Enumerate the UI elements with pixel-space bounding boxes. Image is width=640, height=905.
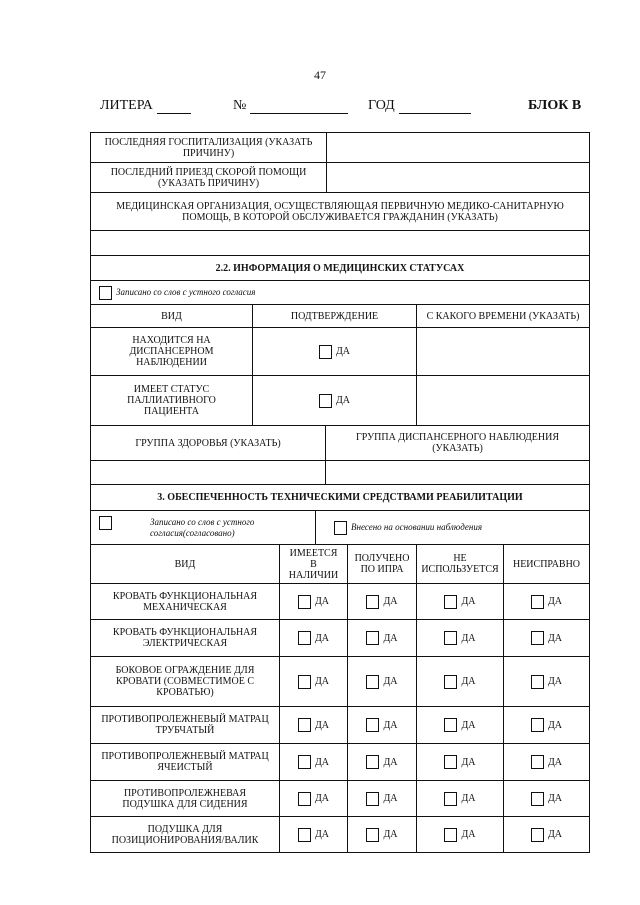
rehab-cell-broken — [504, 657, 589, 706]
yes-label: ДА — [383, 676, 398, 687]
rehab-cell-available — [280, 781, 348, 816]
rehab-cell-available — [280, 584, 348, 619]
rehab-col-unused: НЕ ИСПОЛЬЗУЕТСЯ — [417, 545, 504, 583]
consent-checkbox[interactable] — [99, 286, 112, 300]
rehab-cell-unused — [417, 584, 504, 619]
dispensary-group-label: ГРУППА ДИСПАНСЕРНОГО НАБЛЮДЕНИЯ (УКАЗАТЬ) — [355, 432, 560, 454]
yes-label: ДА — [547, 719, 563, 731]
yes-label: ДА — [461, 632, 476, 644]
rehab-available-checkbox[interactable] — [298, 755, 311, 769]
medical-org-label: МЕДИЦИНСКАЯ ОРГАНИЗАЦИЯ, ОСУЩЕСТВЛЯЮЩАЯ ПЕРВИЧНУЮ МЕДИКО-САНИТАРНУЮ ПОМОЩЬ, В КОТОРОЙ ОБСЛУЖИВАЕТСЯ ГРАЖДАНИН (УКАЗАТЬ) — [116, 200, 564, 223]
rehab-col-available: ИМЕЕТСЯ В НАЛИЧИИ — [280, 545, 348, 583]
palliative-since-input[interactable] — [417, 376, 589, 425]
last-hospitalization-input[interactable] — [327, 133, 589, 162]
yes-label: ДА — [461, 793, 476, 804]
rehab-broken-checkbox[interactable] — [531, 755, 544, 769]
yes-label: ДА — [383, 756, 398, 768]
rehab-received-checkbox[interactable] — [366, 595, 379, 609]
rehab-item-label: КРОВАТЬ ФУНКЦИОНАЛЬНАЯ ЭЛЕКТРИЧЕСКАЯ — [91, 620, 280, 656]
last-ambulance-input[interactable] — [327, 163, 589, 192]
rehab-consent — [91, 511, 316, 544]
dispensary-group-input[interactable] — [326, 461, 589, 484]
rehab-row — [91, 781, 589, 817]
rehab-cell-unused — [417, 657, 504, 706]
yes-label: ДА — [314, 829, 330, 840]
rehab-unused-checkbox[interactable] — [444, 675, 457, 689]
rehab-cell-received — [348, 707, 417, 743]
rehab-cell-available — [280, 817, 348, 852]
med-status-consent — [91, 281, 589, 304]
palliative-checkbox[interactable] — [319, 394, 332, 408]
rehab-row — [91, 584, 589, 620]
med-col-since: С КАКОГО ВРЕМЕНИ (УКАЗАТЬ) — [426, 310, 580, 322]
med-row — [91, 328, 589, 376]
rehab-broken-checkbox[interactable] — [531, 718, 544, 732]
rehab-cell-available — [280, 707, 348, 743]
rehab-unused-checkbox[interactable] — [444, 792, 457, 806]
block-label: БЛОК В — [528, 98, 582, 113]
yes-label: ДА — [314, 756, 330, 768]
rehab-cell-available — [280, 657, 348, 706]
form-table — [90, 132, 590, 853]
med-col-type: ВИД — [91, 305, 253, 327]
yes-label: ДА — [383, 793, 398, 804]
number-label: № — [233, 98, 247, 113]
rehab-cell-received — [348, 817, 417, 852]
litera-label: ЛИТЕРА — [100, 98, 153, 113]
rehab-cell-unused — [417, 744, 504, 780]
rehab-row — [91, 620, 589, 657]
yes-label: ДА — [461, 756, 476, 768]
yes-label: ДА — [383, 829, 398, 840]
rehab-cell-broken — [504, 707, 589, 743]
litera-input[interactable] — [157, 99, 191, 114]
rehab-item-label: ПРОТИВОПРОЛЕЖНЕВАЯ ПОДУШКА ДЛЯ СИДЕНИЯ — [91, 781, 280, 816]
rehab-cell-broken — [504, 817, 589, 852]
rehab-unused-checkbox[interactable] — [444, 631, 457, 645]
rehab-received-checkbox[interactable] — [366, 792, 379, 806]
rehab-title: 3. ОБЕСПЕЧЕННОСТЬ ТЕХНИЧЕСКИМИ СРЕДСТВАМИ РЕАБИЛИТАЦИИ — [157, 492, 523, 503]
rehab-cell-broken — [504, 781, 589, 816]
rehab-broken-checkbox[interactable] — [531, 828, 544, 842]
health-group-label: ГРУППА ЗДОРОВЬЯ (УКАЗАТЬ) — [91, 426, 326, 460]
rehab-cell-broken — [504, 584, 589, 619]
year-field — [368, 98, 471, 114]
rehab-received-checkbox[interactable] — [366, 828, 379, 842]
rehab-col-received: ПОЛУЧЕНО ПО ИПРА — [348, 545, 417, 583]
rehab-cell-unused — [417, 707, 504, 743]
rehab-broken-checkbox[interactable] — [531, 631, 544, 645]
year-label: ГОД — [368, 98, 395, 113]
med-row-confirm — [253, 328, 417, 375]
yes-label: ДА — [335, 346, 351, 357]
rehab-consent-checkbox[interactable] — [99, 516, 112, 530]
yes-label: ДА — [314, 676, 330, 687]
rehab-cell-received — [348, 781, 417, 816]
litera-field — [100, 98, 191, 114]
rehab-cell-unused — [417, 817, 504, 852]
med-row-label: НАХОДИТСЯ НА ДИСПАНСЕРНОМ НАБЛЮДЕНИИ — [91, 328, 253, 375]
rehab-item-label: ПРОТИВОПРОЛЕЖНЕВЫЙ МАТРАЦ ТРУБЧАТЫЙ — [91, 707, 280, 743]
number-input[interactable] — [250, 99, 348, 114]
rehab-received-checkbox[interactable] — [366, 755, 379, 769]
rehab-unused-checkbox[interactable] — [444, 755, 457, 769]
rehab-broken-checkbox[interactable] — [531, 792, 544, 806]
yes-label: ДА — [461, 829, 476, 840]
page-number: 47 — [314, 68, 326, 82]
rehab-observation — [316, 511, 589, 544]
med-row-label: ИМЕЕТ СТАТУС ПАЛЛИАТИВНОГО ПАЦИЕНТА — [91, 376, 253, 425]
rehab-row — [91, 817, 589, 853]
rehab-available-checkbox[interactable] — [298, 675, 311, 689]
med-col-confirm: ПОДТВЕРЖДЕНИЕ — [253, 305, 417, 327]
rehab-col-broken: НЕИСПРАВНО — [512, 558, 581, 570]
yes-label: ДА — [314, 632, 330, 644]
rehab-available-checkbox[interactable] — [298, 792, 311, 806]
rehab-available-checkbox[interactable] — [298, 595, 311, 609]
yes-label: ДА — [314, 719, 330, 731]
rehab-received-checkbox[interactable] — [366, 675, 379, 689]
rehab-unused-checkbox[interactable] — [444, 718, 457, 732]
rehab-item-label: ПОДУШКА ДЛЯ ПОЗИЦИОНИРОВАНИЯ/ВАЛИК — [91, 817, 280, 852]
yes-label: ДА — [383, 596, 398, 607]
number-field — [233, 98, 348, 114]
yes-label: ДА — [461, 719, 476, 731]
medical-org-input[interactable] — [91, 231, 589, 255]
rehab-received-checkbox[interactable] — [366, 631, 379, 645]
rehab-available-checkbox[interactable] — [298, 828, 311, 842]
rehab-consent-note: Записано со слов с устного согласия(согласовано) — [150, 516, 255, 538]
rehab-received-checkbox[interactable] — [366, 718, 379, 732]
yes-label: ДА — [547, 829, 563, 840]
rehab-row — [91, 744, 589, 781]
rehab-row — [91, 707, 589, 744]
yes-label: ДА — [547, 632, 563, 644]
rehab-cell-received — [348, 657, 417, 706]
med-row-confirm — [253, 376, 417, 425]
yes-label: ДА — [461, 596, 476, 607]
rehab-broken-checkbox[interactable] — [531, 675, 544, 689]
rehab-broken-checkbox[interactable] — [531, 595, 544, 609]
med-status-title: 2.2. ИНФОРМАЦИЯ О МЕДИЦИНСКИХ СТАТУСАХ — [215, 262, 465, 274]
yes-label: ДА — [547, 756, 563, 768]
rehab-cell-broken — [504, 620, 589, 656]
rehab-cell-unused — [417, 620, 504, 656]
rehab-cell-received — [348, 584, 417, 619]
yes-label: ДА — [314, 793, 330, 804]
last-ambulance-label: ПОСЛЕДНИЙ ПРИЕЗД СКОРОЙ ПОМОЩИ (УКАЗАТЬ ПРИЧИНУ) — [91, 163, 327, 192]
health-group-input[interactable] — [91, 461, 326, 484]
rehab-cell-broken — [504, 744, 589, 780]
dispensary-since-input[interactable] — [417, 328, 589, 375]
rehab-cell-unused — [417, 781, 504, 816]
med-row — [91, 376, 589, 426]
rehab-item-label: БОКОВОЕ ОГРАЖДЕНИЕ ДЛЯ КРОВАТИ (СОВМЕСТИМОЕ С КРОВАТЬЮ) — [91, 657, 280, 706]
yes-label: ДА — [314, 596, 330, 607]
yes-label: ДА — [547, 793, 563, 804]
rehab-item-label: ПРОТИВОПРОЛЕЖНЕВЫЙ МАТРАЦ ЯЧЕИСТЫЙ — [91, 744, 280, 780]
rehab-item-label: КРОВАТЬ ФУНКЦИОНАЛЬНАЯ МЕХАНИЧЕСКАЯ — [91, 584, 280, 619]
yes-label: ДА — [547, 596, 563, 607]
rehab-available-checkbox[interactable] — [298, 631, 311, 645]
yes-label: ДА — [383, 719, 398, 731]
yes-label: ДА — [383, 632, 398, 644]
rehab-row — [91, 657, 589, 707]
rehab-unused-checkbox[interactable] — [444, 828, 457, 842]
yes-label: ДА — [547, 676, 563, 687]
rehab-unused-checkbox[interactable] — [444, 595, 457, 609]
rehab-observation-note: Внесено на основании наблюдения — [351, 522, 483, 532]
rehab-cell-available — [280, 744, 348, 780]
rehab-cell-available — [280, 620, 348, 656]
rehab-available-checkbox[interactable] — [298, 718, 311, 732]
rehab-observation-checkbox[interactable] — [334, 521, 347, 535]
dispensary-checkbox[interactable] — [319, 345, 332, 359]
rehab-cell-received — [348, 744, 417, 780]
rehab-col-type: ВИД — [91, 545, 280, 583]
last-hospitalization-label: ПОСЛЕДНЯЯ ГОСПИТАЛИЗАЦИЯ (УКАЗАТЬ ПРИЧИНУ) — [91, 133, 327, 162]
consent-note: Записано со слов с устного согласия — [116, 287, 256, 297]
yes-label: ДА — [461, 676, 476, 687]
rehab-cell-received — [348, 620, 417, 656]
year-input[interactable] — [399, 99, 471, 114]
yes-label: ДА — [335, 395, 351, 406]
